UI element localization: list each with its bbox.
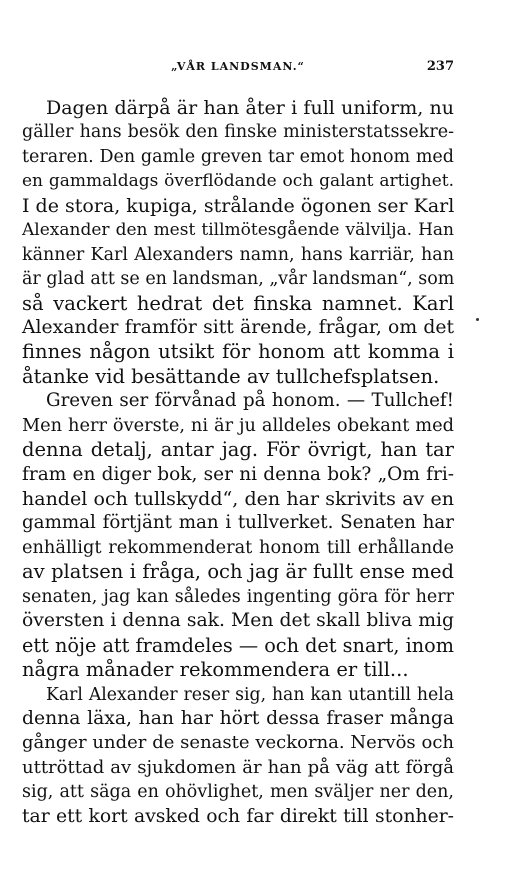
text-line: några månader rekommendera er till... [22,658,409,682]
text-line: sig, att säga en ohövlighet, men sväljer ner den, [22,782,454,803]
text-line: så vackert hedrat det finska namnet. Karl [22,291,454,315]
text-line: ett nöje att framdeles — och det snart, inom [22,633,454,657]
body-text [22,96,454,829]
text-line: senaten, jag kan således ingenting göra för herr [22,586,454,607]
text-line: åtanke vid besättande av tullchefsplatsen. [22,364,440,388]
page-header [22,60,454,80]
text-line: en gammaldags överflödande och galant artighet. [22,171,454,192]
page-number: 237 [426,59,454,74]
text-line: uttröttad av sjukdomen är han på väg att förgå [22,756,454,778]
text-line: tar ett kort avsked och far direkt till stonher- [22,805,454,827]
text-line: teraren. Den gamle greven tar emot honom med [22,146,454,167]
text-line: I de stora, kupiga, strålande ögonen ser Karl [22,194,455,217]
text-line: enhälligt rekommenderat honom till erhållande [22,537,454,558]
text-line: Karl Alexander reser sig, han kan utantill hela [46,684,454,705]
text-line: gammal förtjänt man i tullverket. Senaten har [22,512,454,534]
text-line: fram en diger bok, ser ni denna bok? „Om fri- [22,463,454,485]
text-line: är glad att se en landsman, „vår landsman“, som [22,269,455,290]
text-line: gäller hans besök den finske ministerstatssekre- [22,122,454,143]
running-title: „VÅR LANDSMAN.“ [171,60,305,73]
text-line: av platsen i fråga, och jag är fullt ense med [22,560,454,584]
text-line: handel och tullskydd“, den har skrivits av en [22,488,454,510]
text-line: Men herr överste, ni är ju alldeles obekant med [22,415,454,436]
text-line: finnes någon utsikt för honom att komma i [22,340,454,364]
text-line: Alexander framför sitt ärende, frågar, om det [22,316,454,338]
text-line: gånger under de senaste veckorna. Nervös och [22,732,454,754]
text-line: känner Karl Alexanders namn, hans karriär, han [22,244,454,265]
text-line: Greven ser förvånad på honom. — Tullchef! [46,390,454,412]
text-line: denna detalj, antar jag. För övrigt, han tar [22,438,454,462]
text-line: översten i denna sak. Men det skall bliva mig [22,610,454,632]
margin-speck [476,318,479,321]
text-line: denna läxa, han har hört dessa fraser många [22,707,454,729]
text-line: Alexander den mest tillmötesgående välvilja. Han [22,220,454,241]
text-line: Dagen därpå är han åter i full uniform, nu [46,97,454,119]
